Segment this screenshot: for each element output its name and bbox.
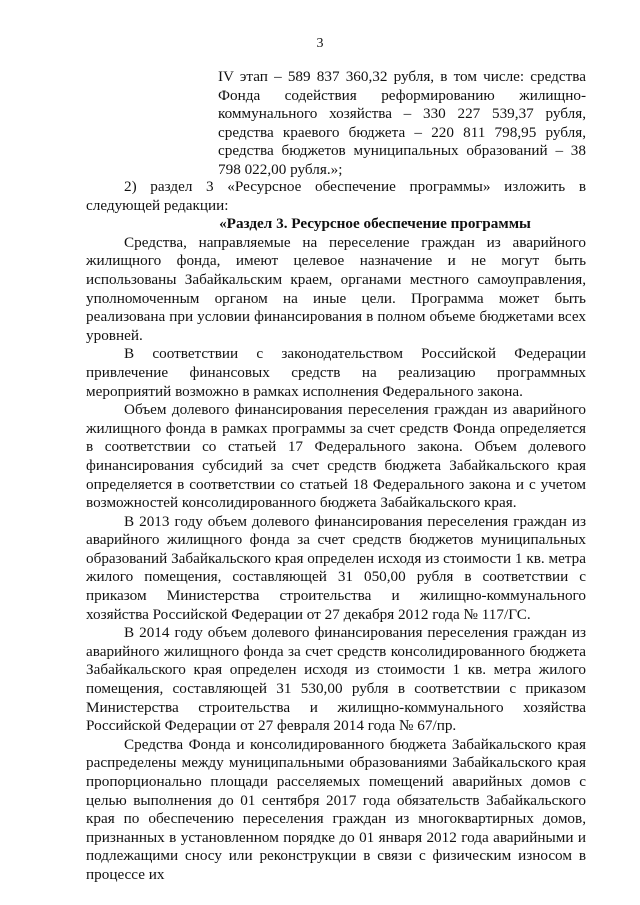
body-paragraph: В 2014 году объем долевого финансирования переселения граждан из аварийного жилищного фонда за счет средств консолидированного бюджета Забайкальского края определен исходя из стоимости 1 кв. метра жилого помещения, составляющей 31 530,00 рубля в соответствии с приказом Министерства строительства и жилищно-коммунального хозяйства Российской Федерации от 27 февраля 2014 года № 67/пр. [86,624,586,735]
document-body [86,178,586,885]
body-paragraph: Средства Фонда и консолидированного бюджета Забайкальского края распределены между муниципальными образованиями Забайкальского края пропорционально площади расселяемых помещений аварийных домов с целью выполнения до 01 сентября 2017 года обязательств Забайкальского края по обеспечению переселения граждан из многоквартирных домов, признанных в установленном порядке до 01 января 2012 года аварийными и подлежащими сносу или реконструкции в связи с физическим износом в процессе их [86,735,586,883]
body-paragraph: В соответствии с законодательством Российской Федерации привлечение финансовых средств на реализацию программных мероприятий возможно в рамках исполнения Федерального закона. [86,345,586,400]
amendment-paragraph: 2) раздел 3 «Ресурсное обеспечение программы» изложить в следующей редакции: [86,178,586,214]
section-title: «Раздел 3. Ресурсное обеспечение программы [219,215,531,233]
stage-funding-block: IV этап – 589 837 360,32 рубля, в том числе: средства Фонда содействия реформированию жилищно-коммунального хозяйства – 330 227 539,37 рубля, средства краевого бюджета – 220 811 798,95 рубля, средства бюджетов муниципальных образований – 38 798 022,00 рубля.»; [218,68,586,178]
body-paragraph: Объем долевого финансирования переселения граждан из аварийного жилищного фонда в рамках программы за счет средств Фонда определяется в соответствии со статьей 17 Федерального закона. Объем долевого финансирования субсидий за счет средств бюджета Забайкальского края определяется в соответствии со статьей 18 Федерального закона и с учетом возможностей консолидированного бюджета Забайкальского края. [86,401,586,512]
body-paragraph: В 2013 году объем долевого финансирования переселения граждан из аварийного жилищного фонда за счет средств бюджетов муниципальных образований Забайкальского края определен исходя из стоимости 1 кв. метра жилого помещения, составляющей 31 050,00 рубля в соответствии с приказом Министерства строительства и жилищно-коммунального хозяйства Российской Федерации от 27 декабря 2012 года № 117/ГС. [86,512,586,623]
page-number: 3 [316,36,324,51]
body-paragraph: Средства, направляемые на переселение граждан из аварийного жилищного фонда, имеют целевое назначение и не могут быть использованы Забайкальским краем, органами местного самоуправления, уполномоченным органом на иные цели. Программа может быть реализована при условии финансирования в полном объеме бюджетами всех уровней. [86,233,586,344]
